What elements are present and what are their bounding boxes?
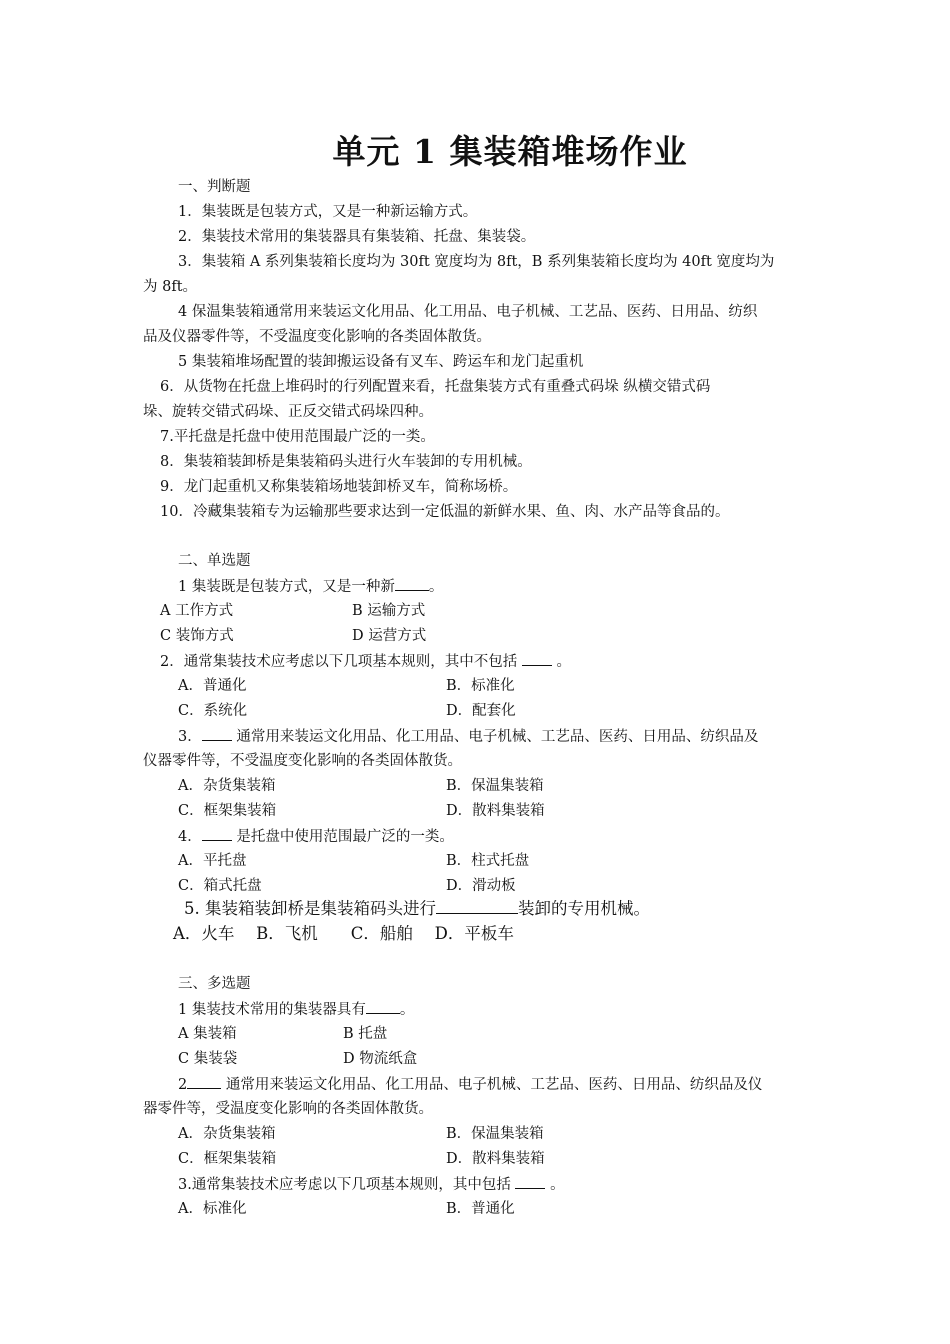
- page-title: 单元 1 集装箱堆场作业: [332, 132, 688, 171]
- mc-question-3: 3.通常集装技术应考虑以下几项基本规则，其中包括 。: [178, 1174, 565, 1195]
- mc-question-1: 1 集装技术常用的集装器具有 。: [178, 999, 414, 1020]
- mc-q2-option-c: C．框架集装箱: [178, 1151, 277, 1167]
- tf-question-5: 5 集装箱堆场配置的装卸搬运设备有叉车、跨运车和龙门起重机: [178, 354, 584, 370]
- sc-question-1: 1 集装既是包装方式，又是一种新 。: [178, 576, 443, 597]
- tf-question-1: 1．集装既是包装方式，又是一种新运输方式。: [178, 204, 478, 220]
- answer-blank: [202, 726, 232, 741]
- sc-q1-option-b: B 运输方式: [352, 603, 426, 619]
- tf-question-4-cont: 品及仪器零件等，不受温度变化影响的各类固体散货。: [143, 329, 491, 345]
- mc-q2-option-d: D．散料集装箱: [446, 1151, 545, 1167]
- mc-question-2-cont: 器零件等，受温度变化影响的各类固体散货。: [143, 1101, 433, 1117]
- tf-question-8: 8．集装箱装卸桥是集装箱码头进行火车装卸的专用机械。: [160, 454, 532, 470]
- answer-blank: [202, 826, 232, 841]
- sc-q1-option-c: C 装饰方式: [160, 628, 234, 644]
- tf-question-10: 10．冷藏集装箱专为运输那些要求达到一定低温的新鲜水果、鱼、肉、水产品等食品的。: [160, 504, 730, 520]
- sc-q1-option-a: A 工作方式: [160, 603, 234, 619]
- sc-question-3: 3． 通常用来装运文化用品、化工用品、电子机械、工艺品、医药、日用品、纺织品及: [178, 726, 758, 747]
- answer-blank: [395, 576, 429, 591]
- tf-question-3-cont: 为 8ft。: [143, 279, 198, 295]
- sc-question-5: 5. 集装箱装卸桥是集装箱码头进行 装卸的专用机械。: [184, 899, 650, 918]
- sc-q2-option-d: D．配套化: [446, 703, 516, 719]
- sc-q3-option-a: A．杂货集装箱: [178, 778, 276, 794]
- mc-q1-option-c: C 集装袋: [178, 1051, 238, 1067]
- mc-q1-option-b: B 托盘: [343, 1026, 388, 1042]
- answer-blank: [436, 899, 518, 914]
- sc-q1-option-d: D 运营方式: [352, 628, 427, 644]
- sc-q4-option-b: B．柱式托盘: [446, 853, 530, 869]
- sc-q2-option-c: C．系统化: [178, 703, 248, 719]
- sc-q4-option-a: A．平托盘: [178, 853, 247, 869]
- tf-question-6-cont: 垛、旋转交错式码垛、正反交错式码垛四种。: [143, 404, 433, 420]
- sc-question-4: 4． 是托盘中使用范围最广泛的一类。: [178, 826, 454, 847]
- sc-q3-option-b: B．保温集装箱: [446, 778, 544, 794]
- sc-q3-option-c: C．框架集装箱: [178, 803, 277, 819]
- sc-q4-option-c: C．箱式托盘: [178, 878, 262, 894]
- mc-q3-option-b: B．普通化: [446, 1201, 515, 1217]
- sc-q2-option-a: A．普通化: [178, 678, 247, 694]
- mc-q3-option-a: A．标准化: [178, 1201, 247, 1217]
- section-heading-single-choice: 二、单选题: [178, 553, 251, 569]
- sc-q3-option-d: D．散料集装箱: [446, 803, 545, 819]
- mc-q1-option-a: A 集装箱: [178, 1026, 237, 1042]
- mc-q2-option-a: A．杂货集装箱: [178, 1126, 276, 1142]
- sc-question-2: 2．通常集装技术应考虑以下几项基本规则，其中不包括 。: [160, 651, 571, 672]
- answer-blank: [187, 1074, 221, 1089]
- tf-question-4: 4 保温集装箱通常用来装运文化用品、化工用品、电子机械、工艺品、医药、日用品、纺织: [178, 304, 758, 320]
- mc-question-2: 2 通常用来装运文化用品、化工用品、电子机械、工艺品、医药、日用品、纺织品及仪: [178, 1074, 762, 1095]
- answer-blank: [366, 999, 400, 1014]
- tf-question-2: 2．集装技术常用的集装器具有集装箱、托盘、集装袋。: [178, 229, 536, 245]
- answer-blank: [515, 1174, 545, 1189]
- tf-question-9: 9．龙门起重机又称集装箱场地装卸桥叉车，简称场桥。: [160, 479, 518, 495]
- sc-q2-option-b: B．标准化: [446, 678, 515, 694]
- sc-question-3-cont: 仪器零件等，不受温度变化影响的各类固体散货。: [143, 753, 462, 769]
- section-heading-multi-choice: 三、多选题: [178, 976, 251, 992]
- tf-question-7: 7.平托盘是托盘中使用范围最广泛的一类。: [160, 429, 435, 445]
- sc-q5-options: A．火车 B．飞机 C．船舶 D．平板车: [173, 924, 514, 943]
- answer-blank: [522, 651, 552, 666]
- mc-q2-option-b: B．保温集装箱: [446, 1126, 544, 1142]
- tf-question-3: 3．集装箱 A 系列集装箱长度均为 30ft 宽度均为 8ft，B 系列集装箱长度均为 40ft 宽度均为: [178, 254, 775, 270]
- sc-q4-option-d: D．滑动板: [446, 878, 516, 894]
- mc-q1-option-d: D 物流纸盒: [343, 1051, 418, 1067]
- section-heading-true-false: 一、判断题: [178, 179, 251, 195]
- tf-question-6: 6．从货物在托盘上堆码时的行列配置来看，托盘集装方式有重叠式码垛 纵横交错式码: [160, 379, 711, 395]
